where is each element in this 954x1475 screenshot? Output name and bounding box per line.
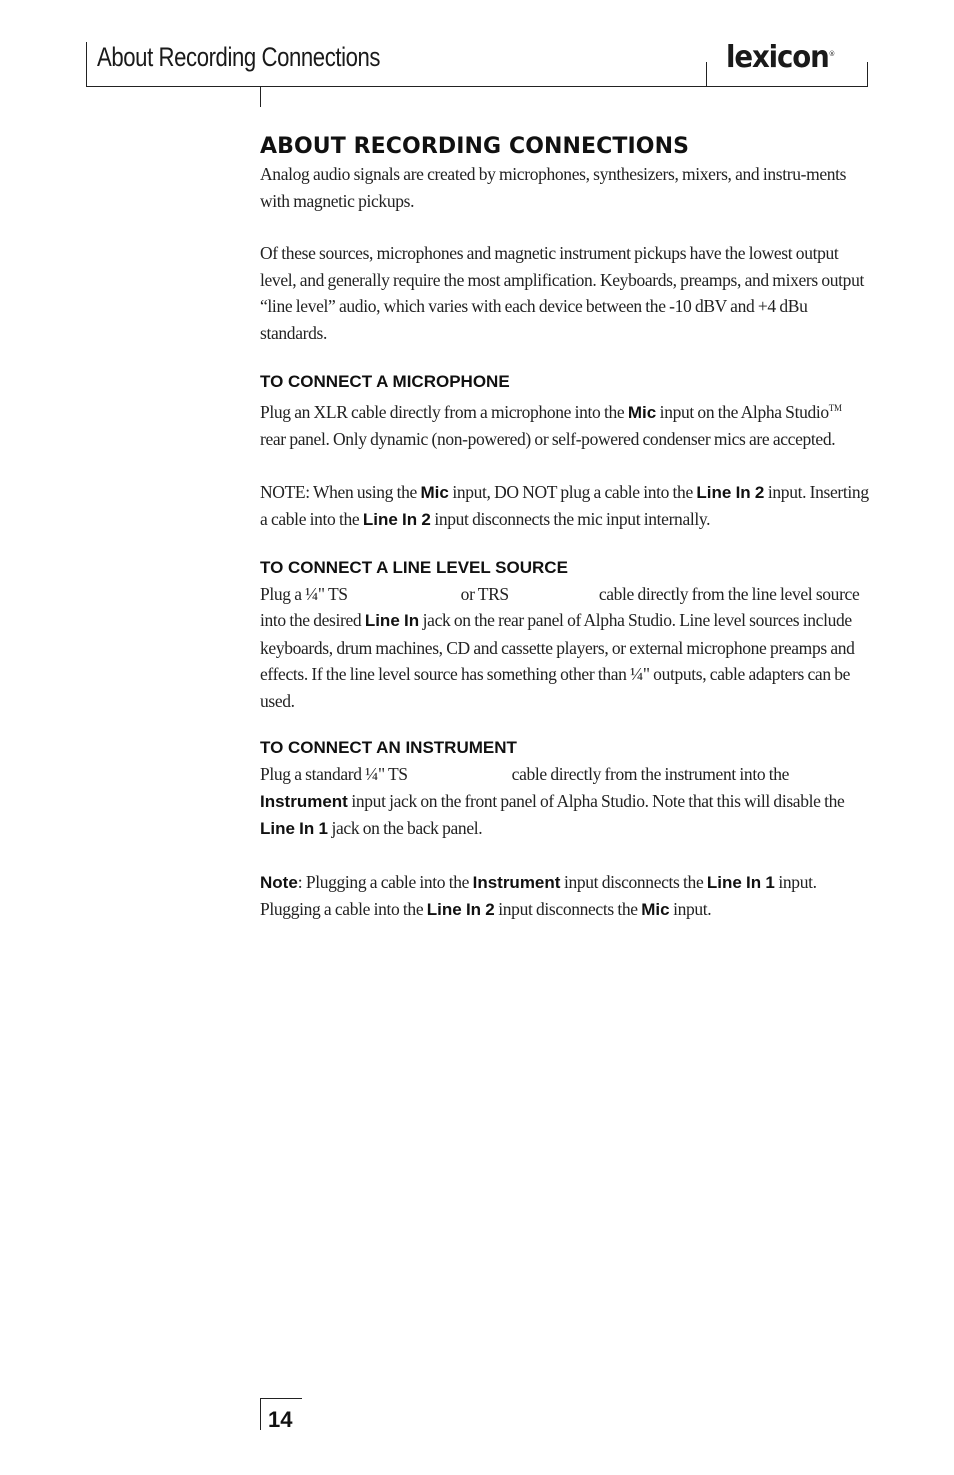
header-left-tick <box>86 42 87 87</box>
section-heading: ABOUT RECORDING CONNECTIONS <box>260 134 690 159</box>
page-header-title: About Recording Connections <box>97 42 381 72</box>
instrument-note-kw4: Mic <box>641 900 670 920</box>
instrument-note-kw0: Note <box>260 872 298 892</box>
mic-text-c: rear panel. Only dynamic (non-powered) or self-powered condenser mics are accepted. <box>260 429 836 450</box>
header-logo-tick <box>706 62 707 87</box>
mic-keyword: Mic <box>627 402 657 422</box>
instrument-text-d: jack on the back panel. <box>327 818 483 839</box>
main-content <box>260 131 870 924</box>
content-marker-tick <box>260 87 261 107</box>
logo-registered-mark: ® <box>828 50 836 58</box>
instrument-note <box>260 869 870 924</box>
line-heading: TO CONNECT A LINE LEVEL SOURCE <box>260 557 568 577</box>
logo-text: lexicon <box>726 40 829 75</box>
instrument-text-c: input jack on the front panel of Alpha Studio. Note that this will disable the <box>347 790 845 811</box>
instrument-kw2: Line In 1 <box>260 819 328 839</box>
lexicon-logo <box>726 40 835 75</box>
instrument-note-e: input. <box>669 899 712 920</box>
line-text-c: cable directly from the line level source into the desired <box>260 583 860 631</box>
footer-rule <box>260 1398 302 1399</box>
mic-note-d: input disconnects the mic input internally. <box>430 509 711 530</box>
mic-note-a: NOTE: When using the <box>260 481 421 502</box>
instrument-kw1: Instrument <box>260 791 348 811</box>
intro-paragraph-2: Of these sources, microphones and magnetic instrument pickups have the lowest output level, and generally require the most amplification. Keyboards, preamps, and mixers output “line level” audio, which varies with each device between the -10 dBV and +4 dBu standards. <box>260 243 864 343</box>
mic-heading: TO CONNECT A MICROPHONE <box>260 372 510 391</box>
mic-note <box>260 479 870 534</box>
mic-note-kw2: Line In 2 <box>696 482 765 502</box>
mic-note-b: input, DO NOT plug a cable into the <box>448 481 697 502</box>
instrument-paragraph <box>260 761 870 843</box>
instrument-note-b: input disconnects the <box>560 871 707 892</box>
mic-note-c: input. Inserting a cable into the <box>260 481 869 530</box>
instrument-note-c: input. Plugging a cable into the <box>260 871 817 920</box>
footer-tick <box>260 1398 261 1430</box>
header-rule <box>86 86 868 87</box>
line-text-a: Plug a ¼" TS <box>260 583 348 604</box>
mic-note-kw3: Line In 2 <box>362 510 431 530</box>
instrument-note-kw1: Instrument <box>472 872 561 892</box>
header-right-tick <box>867 62 868 87</box>
instrument-note-kw2: Line In 1 <box>706 872 775 892</box>
instrument-text-b: cable directly from the instrument into the <box>511 764 790 785</box>
mic-text-b: input on the Alpha Studio <box>656 401 829 422</box>
line-keyword: Line In <box>364 611 420 631</box>
instrument-text-a: Plug a standard ¼" TS <box>260 764 408 785</box>
instrument-note-a: : Plugging a cable into the <box>297 871 473 892</box>
mic-text-a: Plug an XLR cable directly from a microphone into the <box>260 401 628 422</box>
mic-paragraph <box>260 395 870 453</box>
instrument-heading: TO CONNECT AN INSTRUMENT <box>260 738 517 758</box>
line-text-b: or TRS <box>460 583 509 604</box>
line-text-d: jack on the rear panel of Alpha Studio. Line level sources include keyboards, drum machines, CD and cassette players, or external microphone preamps and effects. If the line level source has something other than ¼" outputs, cable adapters can be used. <box>260 610 855 711</box>
line-paragraph <box>260 581 870 715</box>
mic-note-kw1: Mic <box>420 482 449 502</box>
page-number: 14 <box>268 1407 293 1432</box>
intro-paragraph-1: Analog audio signals are created by microphones, synthesizers, mixers, and instru-ments with magnetic pickups. <box>260 164 847 211</box>
trademark-mark: TM <box>828 403 842 413</box>
instrument-note-d: input disconnects the <box>494 899 642 920</box>
instrument-note-kw3: Line In 2 <box>426 900 495 920</box>
